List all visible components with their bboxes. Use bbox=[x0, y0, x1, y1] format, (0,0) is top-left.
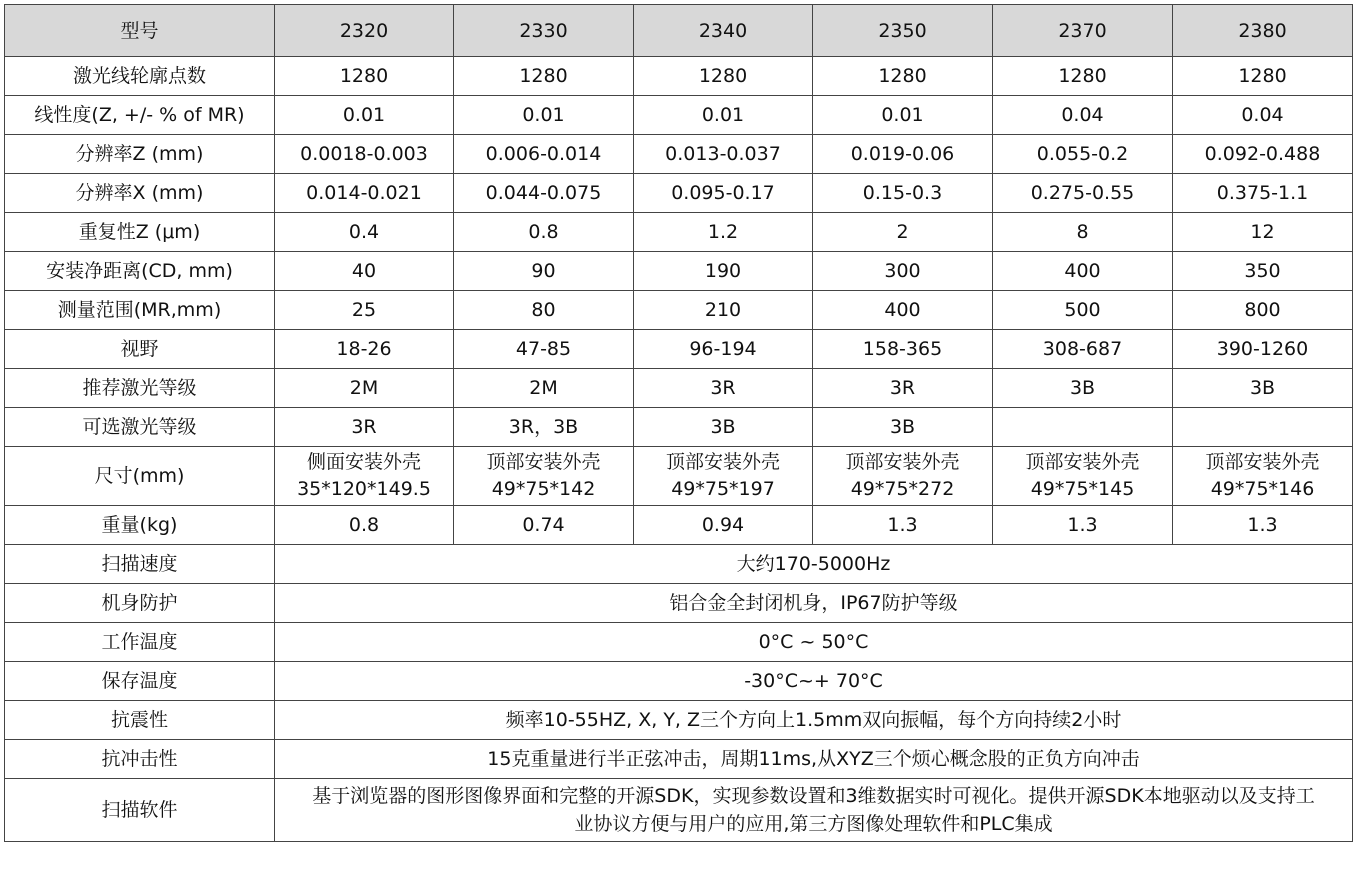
row-value: 190 bbox=[634, 252, 813, 291]
merged-value: 15克重量进行半正弦冲击，周期11ms,从XYZ三个烦心概念股的正负方向冲击 bbox=[275, 740, 1353, 779]
row-label: 机身防护 bbox=[5, 584, 275, 623]
size-row bbox=[5, 447, 1353, 506]
row-value: 0.01 bbox=[454, 96, 634, 135]
merged-value: 0°C ~ 50°C bbox=[275, 623, 1353, 662]
row-value: 800 bbox=[1173, 291, 1353, 330]
size-cell bbox=[813, 447, 993, 506]
housing-dimensions: 49*75*146 bbox=[1210, 478, 1315, 500]
housing-dimensions: 49*75*197 bbox=[671, 478, 775, 500]
row-value: 3B bbox=[993, 369, 1173, 408]
row-value: 500 bbox=[993, 291, 1173, 330]
software-description bbox=[275, 779, 1353, 842]
row-value: 0.8 bbox=[275, 506, 454, 545]
row-label: 推荐激光等级 bbox=[5, 369, 275, 408]
row-value: 0.013-0.037 bbox=[634, 135, 813, 174]
row-label: 尺寸(mm) bbox=[5, 447, 275, 506]
software-row bbox=[5, 779, 1353, 842]
row-value: 3R，3B bbox=[454, 408, 634, 447]
row-value: 0.375-1.1 bbox=[1173, 174, 1353, 213]
header-row bbox=[5, 5, 1353, 57]
housing-type: 侧面安装外壳 bbox=[306, 451, 421, 473]
row-value: 0.8 bbox=[454, 213, 634, 252]
row-value: 2M bbox=[454, 369, 634, 408]
row-value: 1280 bbox=[275, 57, 454, 96]
merged-row bbox=[5, 701, 1353, 740]
row-value: 25 bbox=[275, 291, 454, 330]
row-value: 8 bbox=[993, 213, 1173, 252]
row-value: 400 bbox=[813, 291, 993, 330]
row-value: 3B bbox=[813, 408, 993, 447]
row-label: 抗震性 bbox=[5, 701, 275, 740]
row-value: 47-85 bbox=[454, 330, 634, 369]
size-cell bbox=[454, 447, 634, 506]
spec-row bbox=[5, 174, 1353, 213]
row-value: 390-1260 bbox=[1173, 330, 1353, 369]
merged-row bbox=[5, 584, 1353, 623]
size-cell bbox=[634, 447, 813, 506]
row-label: 视野 bbox=[5, 330, 275, 369]
row-value: 18-26 bbox=[275, 330, 454, 369]
row-label: 抗冲击性 bbox=[5, 740, 275, 779]
spec-row bbox=[5, 330, 1353, 369]
row-value: 1280 bbox=[993, 57, 1173, 96]
row-value: 0.044-0.075 bbox=[454, 174, 634, 213]
size-cell bbox=[275, 447, 454, 506]
row-value: 1280 bbox=[1173, 57, 1353, 96]
row-value: 300 bbox=[813, 252, 993, 291]
row-value: 12 bbox=[1173, 213, 1353, 252]
row-label: 扫描速度 bbox=[5, 545, 275, 584]
model-header: 2330 bbox=[454, 5, 634, 57]
row-label: 分辨率Z (mm) bbox=[5, 135, 275, 174]
spec-row bbox=[5, 57, 1353, 96]
housing-type: 顶部安装外壳 bbox=[1025, 451, 1140, 473]
row-value: 0.01 bbox=[634, 96, 813, 135]
row-value: 0.275-0.55 bbox=[993, 174, 1173, 213]
housing-type: 顶部安装外壳 bbox=[486, 451, 601, 473]
row-label: 可选激光等级 bbox=[5, 408, 275, 447]
row-value: 158-365 bbox=[813, 330, 993, 369]
row-value: 3R bbox=[634, 369, 813, 408]
row-label: 测量范围(MR,mm) bbox=[5, 291, 275, 330]
row-value: 1.2 bbox=[634, 213, 813, 252]
row-value: 0.74 bbox=[454, 506, 634, 545]
row-value: 0.15-0.3 bbox=[813, 174, 993, 213]
row-value: 0.055-0.2 bbox=[993, 135, 1173, 174]
housing-dimensions: 49*75*145 bbox=[1030, 478, 1135, 500]
row-value: 1.3 bbox=[813, 506, 993, 545]
row-value bbox=[1173, 408, 1353, 447]
row-value: 0.006-0.014 bbox=[454, 135, 634, 174]
row-value: 0.94 bbox=[634, 506, 813, 545]
row-label: 激光线轮廓点数 bbox=[5, 57, 275, 96]
row-value: 1280 bbox=[454, 57, 634, 96]
row-value: 0.095-0.17 bbox=[634, 174, 813, 213]
merged-value: 大约170-5000Hz bbox=[275, 545, 1353, 584]
housing-type: 顶部安装外壳 bbox=[1205, 451, 1320, 473]
merged-value: 铝合金全封闭机身，IP67防护等级 bbox=[275, 584, 1353, 623]
row-value: 0.014-0.021 bbox=[275, 174, 454, 213]
software-line-1: 基于浏览器的图形图像界面和完整的开源SDK，实现参数设置和3维数据实时可视化。提供开源SDK本地驱动以及支持工 bbox=[312, 785, 1315, 807]
weight-row bbox=[5, 506, 1353, 545]
row-value: 96-194 bbox=[634, 330, 813, 369]
spec-row bbox=[5, 291, 1353, 330]
model-header: 2340 bbox=[634, 5, 813, 57]
row-value: 1.3 bbox=[993, 506, 1173, 545]
size-cell bbox=[993, 447, 1173, 506]
row-label: 线性度(Z, +/- % of MR) bbox=[5, 96, 275, 135]
row-value bbox=[993, 408, 1173, 447]
row-value: 3B bbox=[1173, 369, 1353, 408]
software-line-2: 业协议方便与用户的应用,第三方图像处理软件和PLC集成 bbox=[574, 813, 1053, 835]
row-value: 3R bbox=[813, 369, 993, 408]
row-value: 3B bbox=[634, 408, 813, 447]
spec-row bbox=[5, 213, 1353, 252]
row-label: 扫描软件 bbox=[5, 779, 275, 842]
housing-type: 顶部安装外壳 bbox=[665, 451, 780, 473]
row-value: 1.3 bbox=[1173, 506, 1353, 545]
row-value: 1280 bbox=[634, 57, 813, 96]
row-value: 3R bbox=[275, 408, 454, 447]
row-value: 0.4 bbox=[275, 213, 454, 252]
row-value: 1280 bbox=[813, 57, 993, 96]
row-value: 0.019-0.06 bbox=[813, 135, 993, 174]
size-cell bbox=[1173, 447, 1353, 506]
row-value: 90 bbox=[454, 252, 634, 291]
row-label: 重量(kg) bbox=[5, 506, 275, 545]
row-label: 重复性Z (μm) bbox=[5, 213, 275, 252]
spec-row bbox=[5, 252, 1353, 291]
row-value: 308-687 bbox=[993, 330, 1173, 369]
merged-row bbox=[5, 545, 1353, 584]
housing-dimensions: 49*75*272 bbox=[850, 478, 955, 500]
spec-row bbox=[5, 369, 1353, 408]
row-value: 0.01 bbox=[275, 96, 454, 135]
row-value: 0.04 bbox=[1173, 96, 1353, 135]
row-value: 80 bbox=[454, 291, 634, 330]
housing-type: 顶部安装外壳 bbox=[845, 451, 960, 473]
spec-row bbox=[5, 96, 1353, 135]
row-label: 保存温度 bbox=[5, 662, 275, 701]
housing-dimensions: 49*75*142 bbox=[491, 478, 596, 500]
row-value: 350 bbox=[1173, 252, 1353, 291]
model-header: 2350 bbox=[813, 5, 993, 57]
merged-value: 频率10-55HZ, X, Y, Z三个方向上1.5mm双向振幅，每个方向持续2小时 bbox=[275, 701, 1353, 740]
merged-row bbox=[5, 662, 1353, 701]
spec-table-body bbox=[5, 5, 1353, 842]
row-label: 安装净距离(CD, mm) bbox=[5, 252, 275, 291]
row-value: 0.0018-0.003 bbox=[275, 135, 454, 174]
header-label: 型号 bbox=[5, 5, 275, 57]
model-header: 2320 bbox=[275, 5, 454, 57]
row-value: 2 bbox=[813, 213, 993, 252]
row-value: 0.04 bbox=[993, 96, 1173, 135]
spec-row bbox=[5, 408, 1353, 447]
row-value: 2M bbox=[275, 369, 454, 408]
merged-row bbox=[5, 623, 1353, 662]
row-value: 0.092-0.488 bbox=[1173, 135, 1353, 174]
row-value: 0.01 bbox=[813, 96, 993, 135]
housing-dimensions: 35*120*149.5 bbox=[297, 478, 431, 500]
spec-table bbox=[4, 4, 1353, 842]
model-header: 2370 bbox=[993, 5, 1173, 57]
row-value: 210 bbox=[634, 291, 813, 330]
spec-row bbox=[5, 135, 1353, 174]
row-value: 40 bbox=[275, 252, 454, 291]
row-value: 400 bbox=[993, 252, 1173, 291]
merged-row bbox=[5, 740, 1353, 779]
row-label: 分辨率X (mm) bbox=[5, 174, 275, 213]
row-label: 工作温度 bbox=[5, 623, 275, 662]
merged-value: -30°C~+ 70°C bbox=[275, 662, 1353, 701]
model-header: 2380 bbox=[1173, 5, 1353, 57]
